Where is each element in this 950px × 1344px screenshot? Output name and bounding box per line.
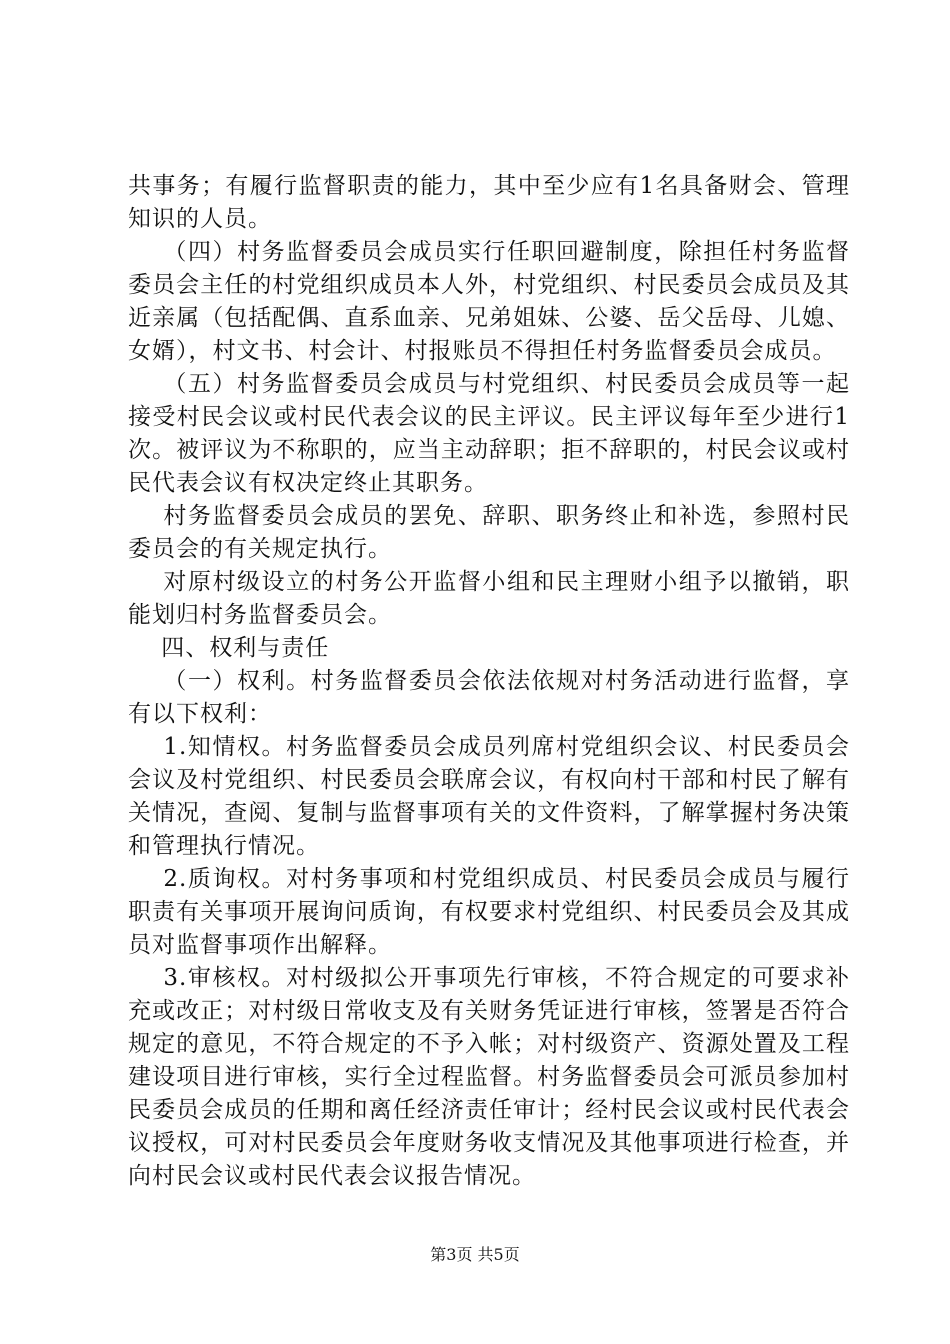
document-body xyxy=(128,170,850,1193)
paragraph: 2.质询权。对村务事项和村党组织成员、村民委员会成员与履行职责有关事项开展询问质询，有权要求村党组织、村民委员会及其成员对监督事项作出解释。 xyxy=(128,866,850,958)
page-number-footer: 第3页 共5页 xyxy=(430,1245,520,1264)
section-heading: 四、权利与责任 xyxy=(128,635,330,661)
paragraph: 对原村级设立的村务公开监督小组和民主理财小组予以撤销，职能划归村务监督委员会。 xyxy=(128,569,850,628)
paragraph: 1.知情权。村务监督委员会成员列席村党组织会议、村民委员会会议及村党组织、村民委员会联席会议，有权向村干部和村民了解有关情况，查阅、复制与监督事项有关的文件资料，了解掌握村务决策和管理执行情况。 xyxy=(128,734,850,859)
paragraph: 村务监督委员会成员的罢免、辞职、职务终止和补选，参照村民委员会的有关规定执行。 xyxy=(128,503,850,562)
paragraph: 3.审核权。对村级拟公开事项先行审核，不符合规定的可要求补充或改正；对村级日常收支及有关财务凭证进行审核，签署是否符合规定的意见，不符合规定的不予入帐；对村级资产、资源处置及工程建设项目进行审核，实行全过程监督。村务监督委员会可派员参加村民委员会成员的任期和离任经济责任审计；经村民会议或村民代表会议授权，可对村民委员会年度财务收支情况及其他事项进行检查，并向村民会议或村民代表会议报告情况。 xyxy=(128,965,850,1189)
paragraph: （五）村务监督委员会成员与村党组织、村民委员会成员等一起接受村民会议或村民代表会议的民主评议。民主评议每年至少进行1次。被评议为不称职的，应当主动辞职；拒不辞职的，村民会议或村民代表会议有权决定终止其职务。 xyxy=(128,371,850,496)
paragraph: （四）村务监督委员会成员实行任职回避制度，除担任村务监督委员会主任的村党组织成员本人外，村党组织、村民委员会成员及其近亲属（包括配偶、直系血亲、兄弟姐妹、公婆、岳父岳母、儿媳、女婿），村文书、村会计、村报账员不得担任村务监督委员会成员。 xyxy=(128,239,850,364)
paragraph: 共事务；有履行监督职责的能力，其中至少应有1名具备财会、管理知识的人员。 xyxy=(128,173,850,232)
paragraph: （一）权利。村务监督委员会依法依规对村务活动进行监督，享有以下权利： xyxy=(128,668,850,727)
